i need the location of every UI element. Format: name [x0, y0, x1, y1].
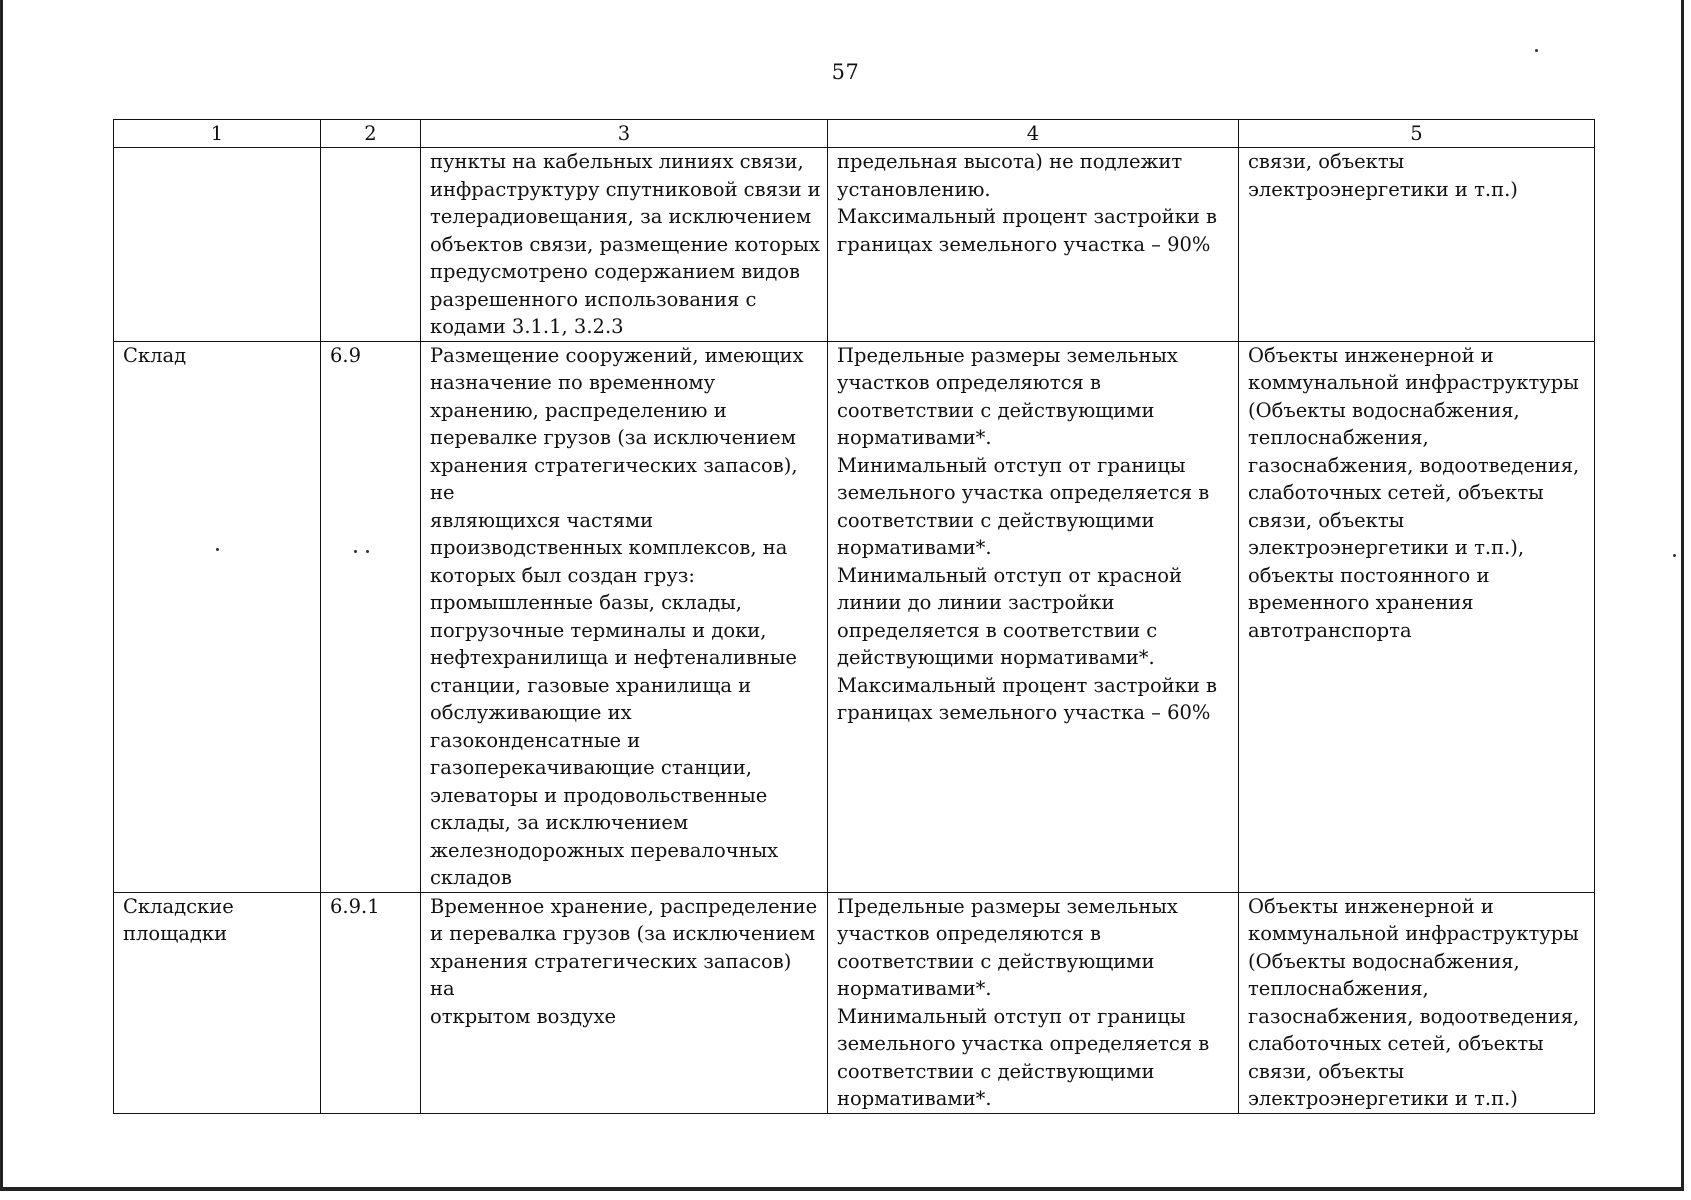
table-row	[114, 341, 1595, 892]
use-name-cell: Складские площадки	[114, 892, 321, 1113]
auxiliary-uses-cell: Объекты инженерной и коммунальной инфраструктуры (Объекты водоснабжения, теплоснабжения, газоснабжения, водоотведения, слаботочных сетей, объекты связи, объекты электроэнергетики и т.п.), объекты постоянного и временного хранения автотранспорта	[1239, 341, 1595, 892]
parameters-cell: Предельные размеры земельных участков определяются в соответствии с действующими нормативами*. Минимальный отступ от границы земельного участка определяется в соответствии с действующими нормативами*. Минимальный отступ от красной линии до линии застройки определяется в соответствии с действующими нормативами*. Максимальный процент застройки в границах земельного участка – 60%	[828, 341, 1239, 892]
use-code-cell: 6.9	[321, 341, 421, 892]
table-row	[114, 892, 1595, 1113]
auxiliary-uses-cell: связи, объекты электроэнергетики и т.п.)	[1239, 148, 1595, 342]
use-code-cell: 6.9.1	[321, 892, 421, 1113]
scan-speck	[1535, 49, 1538, 52]
column-header: 3	[421, 120, 828, 148]
zoning-table	[113, 119, 1595, 1114]
description-cell: пункты на кабельных линиях связи, инфраструктуру спутниковой связи и телерадиовещания, за исключением объектов связи, размещение которых предусмотрено содержанием видов разрешенного использования с кодами 3.1.1, 3.2.3	[421, 148, 828, 342]
column-header: 2	[321, 120, 421, 148]
table-header-row	[114, 120, 1595, 148]
column-header: 4	[828, 120, 1239, 148]
page-number: 57	[831, 60, 860, 84]
column-header: 5	[1239, 120, 1595, 148]
auxiliary-uses-cell: Объекты инженерной и коммунальной инфраструктуры (Объекты водоснабжения, теплоснабжения, газоснабжения, водоотведения, слаботочных сетей, объекты связи, объекты электроэнергетики и т.п.)	[1239, 892, 1595, 1113]
use-name-cell	[114, 148, 321, 342]
use-code-cell	[321, 148, 421, 342]
table-row	[114, 148, 1595, 342]
column-header: 1	[114, 120, 321, 148]
use-name-cell: Склад	[114, 341, 321, 892]
parameters-cell: Предельные размеры земельных участков определяются в соответствии с действующими нормативами*. Минимальный отступ от границы земельного участка определяется в соответствии с действующими нормативами*.	[828, 892, 1239, 1113]
parameters-cell: предельная высота) не подлежит установлению. Максимальный процент застройки в границах земельного участка – 90%	[828, 148, 1239, 342]
description-cell: Временное хранение, распределение и перевалка грузов (за исключением хранения стратегических запасов) на открытом воздухе	[421, 892, 828, 1113]
description-cell: Размещение сооружений, имеющих назначение по временному хранению, распределению и перевалке грузов (за исключением хранения стратегических запасов), не являющихся частями производственных комплексов, на которых был создан груз: промышленные базы, склады, погрузочные терминалы и доки, нефтехранилища и нефтеналивные станции, газовые хранилища и обслуживающие их газоконденсатные и газоперекачивающие станции, элеваторы и продовольственные склады, за исключением железнодорожных перевалочных складов	[421, 341, 828, 892]
scan-speck	[1673, 554, 1676, 557]
